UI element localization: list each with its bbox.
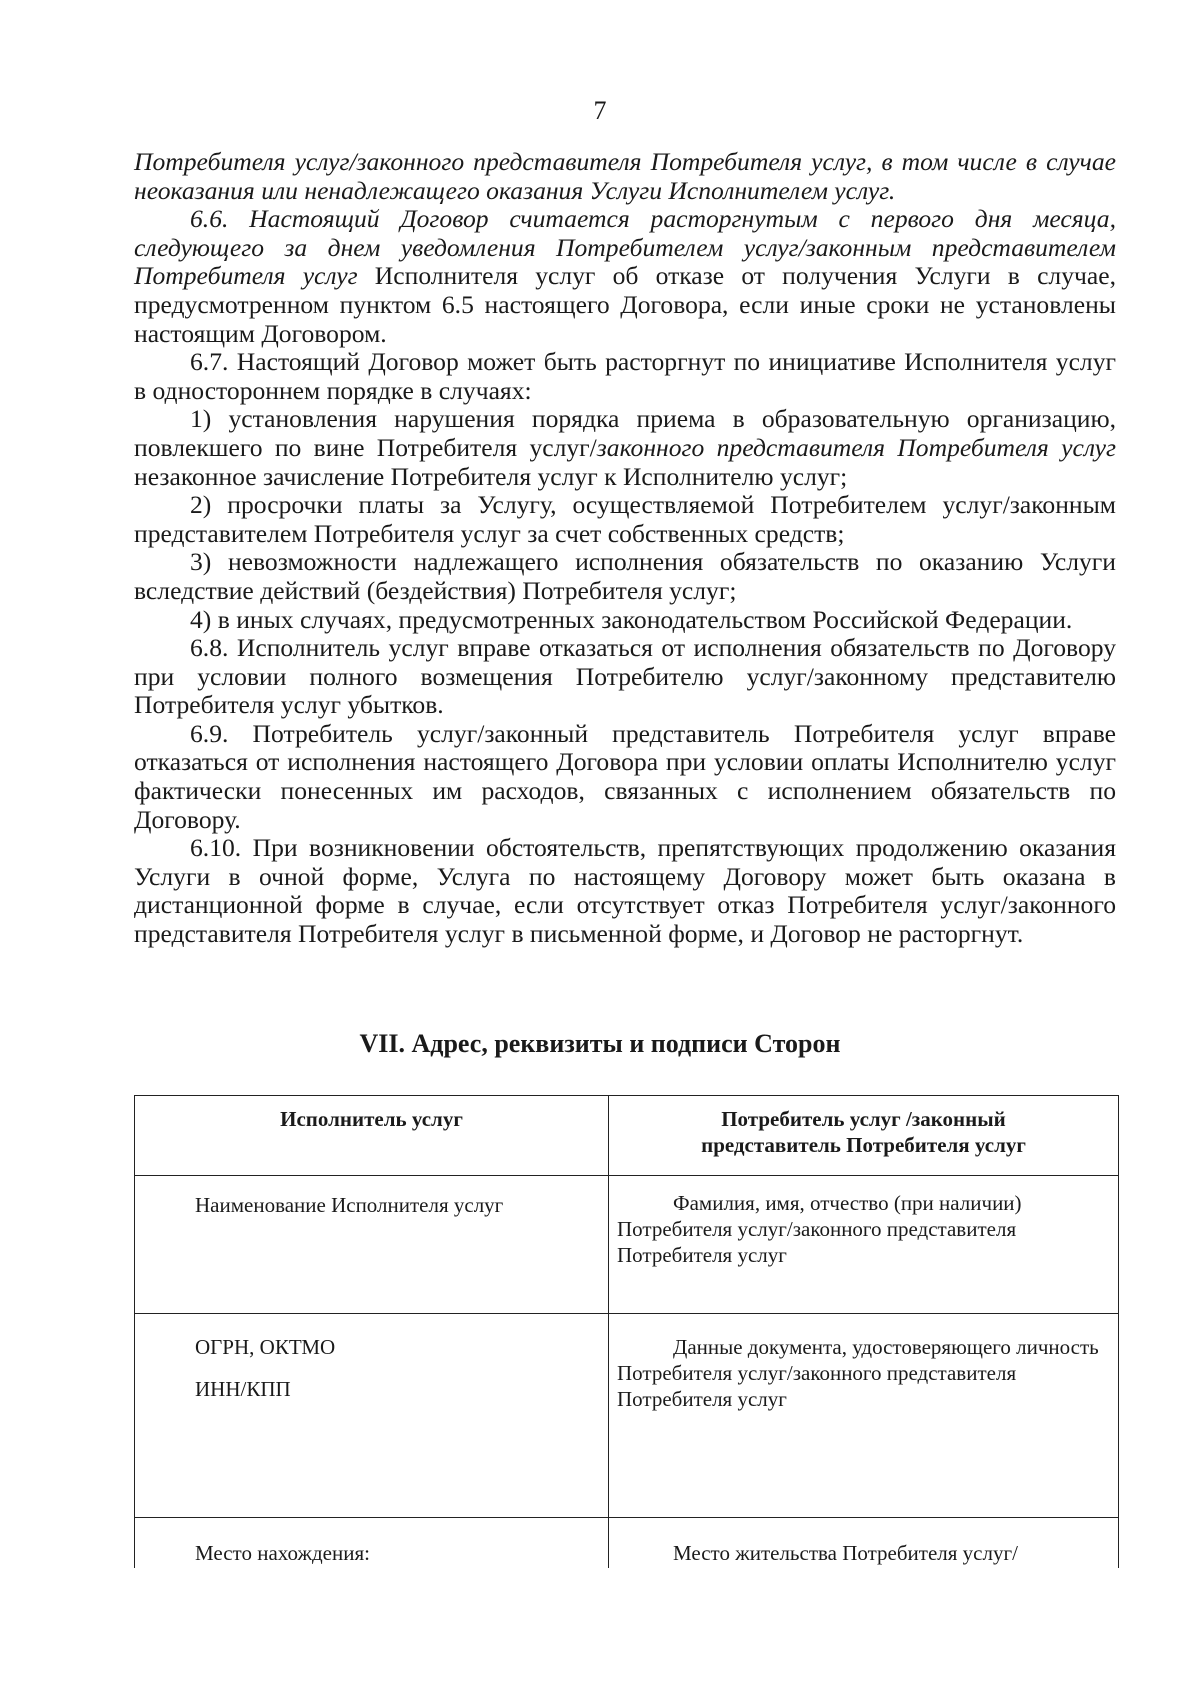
document-body	[134, 148, 1116, 949]
paragraph-6-7-item-2	[134, 491, 1116, 548]
header-text: Потребитель услуг /законный представитель Потребителя услуг	[701, 1107, 1026, 1157]
paragraph-text: 3) невозможности надлежащего исполнения обязательств по оказанию Услуги вследствие действий (бездействия) Потребителя услуг;	[134, 547, 1116, 605]
paragraph-6-7-item-1	[134, 405, 1116, 491]
cell-text: Данные документа, удостоверяющего личность Потребителя услуг/законного представителя Потребителя услуг	[617, 1335, 1099, 1411]
requisites-table	[134, 1095, 1119, 1568]
cell-text: ОГРН, ОКТМО	[195, 1335, 336, 1359]
paragraph-text: 6.10. При возникновении обстоятельств, препятствующих продолжению оказания Услуги в очной форме, Услуга по настоящему Договору может быть оказана в дистанционной форме в случае, если отсутствует отказ Потребителя услуг/законного представителя Потребителя услуг в письменной форме, и Договор не расторгнут.	[134, 833, 1116, 949]
cell-text: ИНН/КПП	[195, 1377, 291, 1401]
paragraph-text: 2) просрочки платы за Услугу, осуществляемой Потребителем услуг/законным представителем Потребителя услуг за счет собственных средств;	[134, 490, 1116, 548]
paragraph-6-7-item-4	[134, 606, 1116, 635]
header-cell-consumer	[609, 1096, 1119, 1176]
cell-text: Фамилия, имя, отчество (при наличии) Потребителя услуг/законного представителя Потребителя услуг	[617, 1191, 1022, 1267]
paragraph-6-7-item-3	[134, 548, 1116, 605]
cell-text: Место нахождения:	[195, 1541, 370, 1565]
table-header-row	[135, 1096, 1119, 1176]
table-row	[135, 1518, 1119, 1568]
paragraph-6-7	[134, 348, 1116, 405]
table-cell	[609, 1176, 1119, 1314]
paragraph-text: 4) в иных случаях, предусмотренных законодательством Российской Федерации.	[190, 604, 1073, 634]
table-cell	[135, 1314, 609, 1518]
table-cell	[609, 1314, 1119, 1518]
table-cell	[609, 1518, 1119, 1568]
cell-text: Наименование Исполнителя услуг	[195, 1193, 504, 1217]
paragraph-continuation	[134, 148, 1116, 205]
header-text: Исполнитель услуг	[280, 1107, 463, 1131]
header-cell-provider	[135, 1096, 609, 1176]
table-row	[135, 1314, 1119, 1518]
paragraph-6-9	[134, 720, 1116, 834]
paragraph-6-10	[134, 834, 1116, 948]
table-row	[135, 1176, 1119, 1314]
paragraph-text: 6.7. Настоящий Договор может быть расторгнут по инициативе Исполнителя услуг в одностороннем порядке в случаях:	[134, 347, 1116, 405]
paragraph-text: незаконное зачисление Потребителя услуг к Исполнителю услуг;	[134, 461, 848, 491]
paragraph-text: Исполнителя услуг об отказе от получения Услуги в случае, предусмотренном пунктом 6.5 настоящего Договора, если иные сроки не установлены настоящим Договором.	[134, 261, 1116, 348]
italic-text: Потребителя услуг/законного представителя Потребителя услуг, в том числе в случае неоказания или ненадлежащего оказания Услуги Исполнителем услуг.	[134, 147, 1116, 205]
italic-text: законного представителя Потребителя услуг	[596, 432, 1116, 462]
table-cell	[135, 1518, 609, 1568]
table-cell	[135, 1176, 609, 1314]
cell-text: Место жительства Потребителя услуг/	[673, 1541, 1018, 1565]
paragraph-text: 1) установления нарушения порядка приема в образовательную организацию, повлекшего по вине Потребителя услуг/	[134, 404, 1116, 462]
paragraph-text: 6.8. Исполнитель услуг вправе отказаться от исполнения обязательств по Договору при условии полного возмещения Потребителю услуг/законному представителю Потребителя услуг убытков.	[134, 633, 1116, 720]
paragraph-text: 6.9. Потребитель услуг/законный представитель Потребителя услуг вправе отказаться от исполнения настоящего Договора при условии оплаты Исполнителю услуг фактически понесенных им расходов, связанных с исполнением обязательств по Договору.	[134, 718, 1116, 834]
italic-text: 6.6. Настоящий Договор считается расторгнутым с первого дня месяца, следующего за днем уведомления Потребителем услуг/законным представителем Потребителя услуг	[134, 204, 1116, 291]
paragraph-6-8	[134, 634, 1116, 720]
page-number: 7	[593, 96, 607, 125]
paragraph-6-6	[134, 205, 1116, 348]
section-title: VII. Адрес, реквизиты и подписи Сторон	[359, 1029, 841, 1058]
